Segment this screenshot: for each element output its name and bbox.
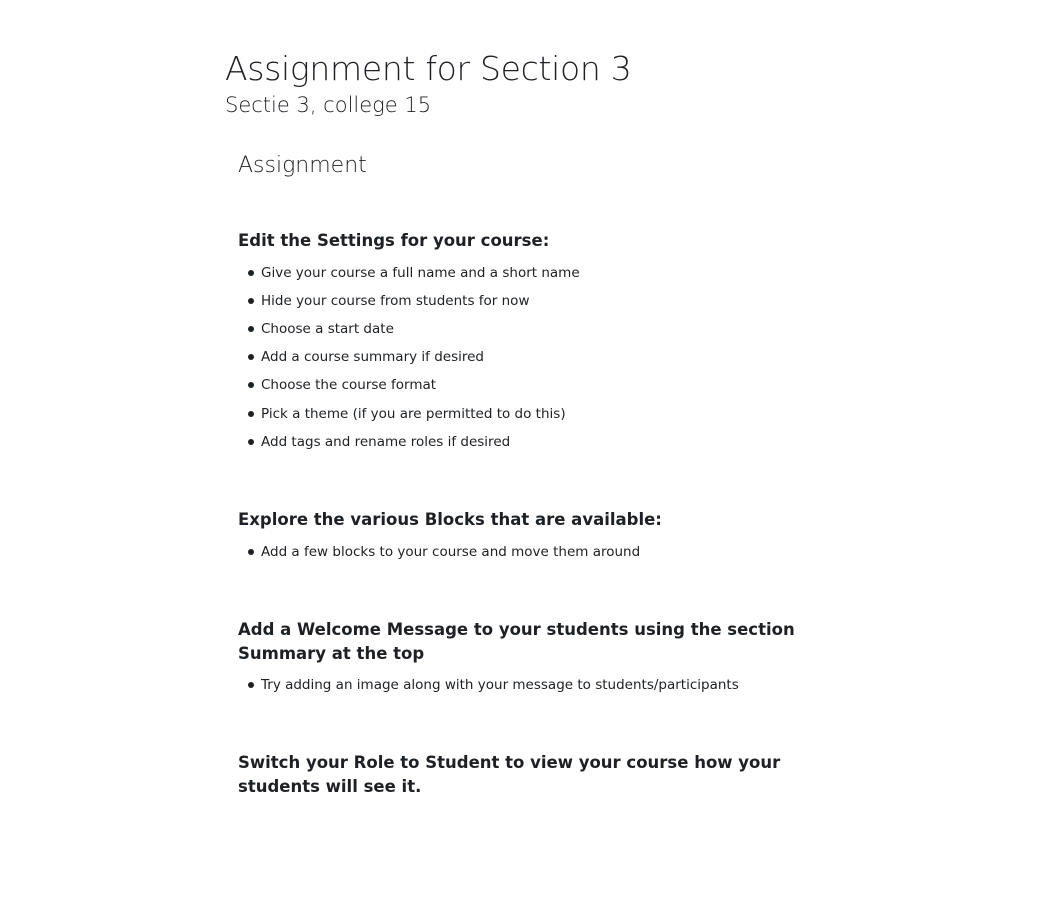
welcome-message-block — [238, 618, 798, 699]
bullet-icon — [248, 382, 254, 388]
bullet-icon — [248, 549, 254, 555]
bullet-icon — [248, 270, 254, 276]
page-header — [225, 47, 631, 119]
bullet-icon — [248, 439, 254, 445]
bullet-list — [238, 671, 798, 699]
section-heading: Assignment — [238, 153, 367, 178]
bullet-icon — [248, 354, 254, 360]
blocks-block — [238, 508, 798, 566]
page-subtitle: Sectie 3, college 15 — [225, 93, 432, 117]
bullet-icon — [248, 326, 254, 332]
list-item — [238, 371, 798, 399]
list-item — [238, 538, 798, 566]
list-item — [238, 428, 798, 456]
list-item-text: Pick a theme (if you are permitted to do this) — [261, 405, 566, 422]
block-heading: Edit the Settings for your course: — [238, 231, 550, 250]
switch-role-block — [238, 751, 798, 798]
list-item-text: Add tags and rename roles if desired — [261, 433, 511, 450]
bullet-icon — [248, 298, 254, 304]
list-item-text: Add a few blocks to your course and move them around — [261, 543, 641, 560]
bullet-icon — [248, 682, 254, 688]
block-heading: Add a Welcome Message to your students using the section Summary at the top — [238, 620, 795, 663]
list-item-text: Give your course a full name and a short name — [261, 264, 580, 281]
list-item — [238, 400, 798, 428]
list-item-text: Choose the course format — [261, 377, 437, 394]
list-item-text: Try adding an image along with your message to students/participants — [261, 677, 739, 693]
bullet-list — [238, 538, 798, 566]
block-heading: Switch your Role to Student to view your course how your students will see it. — [238, 753, 781, 796]
list-item — [238, 287, 798, 315]
block-heading: Explore the various Blocks that are available: — [238, 510, 662, 529]
settings-block — [238, 229, 798, 456]
list-item — [238, 259, 798, 287]
list-item-text: Hide your course from students for now — [261, 292, 530, 309]
list-item — [238, 343, 798, 371]
list-item — [238, 671, 798, 699]
list-item-text: Choose a start date — [261, 320, 394, 337]
assignment-content — [238, 150, 798, 796]
bullet-icon — [248, 411, 254, 417]
list-item-text: Add a course summary if desired — [261, 349, 484, 366]
list-item — [238, 315, 798, 343]
bullet-list — [238, 259, 798, 456]
page-title: Assignment for Section 3 — [225, 49, 632, 88]
